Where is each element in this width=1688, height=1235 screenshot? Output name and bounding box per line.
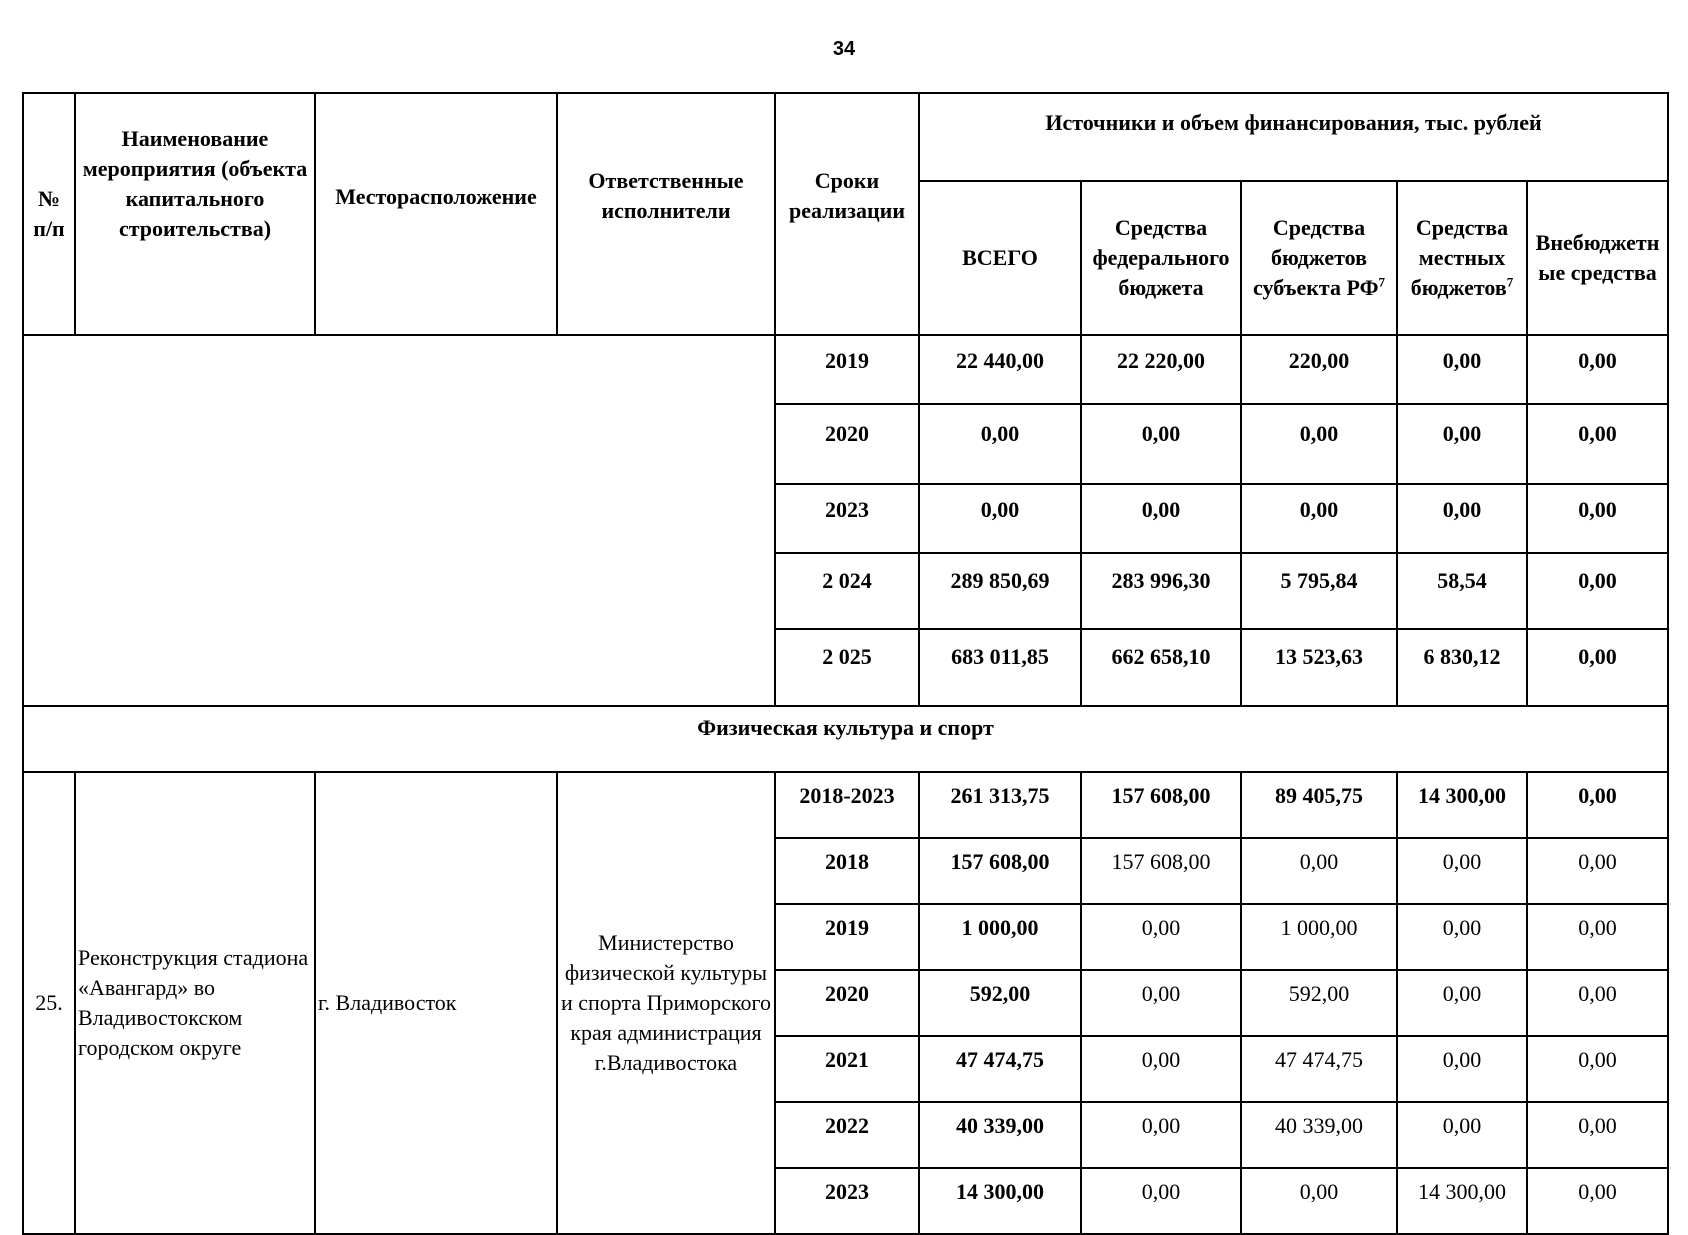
total-cell: 0,00 — [919, 404, 1081, 484]
local-cell: 0,00 — [1397, 904, 1527, 970]
header-subject-footnote: 7 — [1378, 274, 1385, 290]
federal-cell: 157 608,00 — [1081, 838, 1241, 904]
section-row — [23, 706, 1668, 772]
federal-cell: 157 608,00 — [1081, 772, 1241, 838]
subject-cell: 89 405,75 — [1241, 772, 1397, 838]
year-cell: 2020 — [775, 970, 919, 1036]
subject-cell: 40 339,00 — [1241, 1102, 1397, 1168]
subject-cell: 1 000,00 — [1241, 904, 1397, 970]
federal-cell: 0,00 — [1081, 1102, 1241, 1168]
local-cell: 14 300,00 — [1397, 1168, 1527, 1234]
header-num: № п/п — [23, 93, 75, 335]
subject-cell: 0,00 — [1241, 404, 1397, 484]
header-subject — [1241, 181, 1397, 335]
subject-cell: 0,00 — [1241, 1168, 1397, 1234]
year-cell: 2018-2023 — [775, 772, 919, 838]
total-cell: 0,00 — [919, 484, 1081, 553]
extra-cell: 0,00 — [1527, 1168, 1668, 1234]
extra-cell: 0,00 — [1527, 838, 1668, 904]
local-cell: 0,00 — [1397, 970, 1527, 1036]
item-location: г. Владивосток — [315, 772, 557, 1234]
table-row — [23, 335, 1668, 404]
total-cell: 1 000,00 — [919, 904, 1081, 970]
extra-cell: 0,00 — [1527, 335, 1668, 404]
local-cell: 0,00 — [1397, 1036, 1527, 1102]
federal-cell: 0,00 — [1081, 484, 1241, 553]
extra-cell: 0,00 — [1527, 1036, 1668, 1102]
federal-cell: 662 658,10 — [1081, 629, 1241, 706]
subject-cell: 0,00 — [1241, 484, 1397, 553]
local-cell: 0,00 — [1397, 404, 1527, 484]
total-cell: 157 608,00 — [919, 838, 1081, 904]
extra-cell: 0,00 — [1527, 1102, 1668, 1168]
section-title: Физическая культура и спорт — [23, 706, 1668, 772]
local-cell: 0,00 — [1397, 1102, 1527, 1168]
year-cell: 2023 — [775, 1168, 919, 1234]
subject-cell: 592,00 — [1241, 970, 1397, 1036]
local-cell: 6 830,12 — [1397, 629, 1527, 706]
year-cell: 2019 — [775, 904, 919, 970]
total-cell: 14 300,00 — [919, 1168, 1081, 1234]
header-sources: Источники и объем финансирования, тыс. рублей — [919, 93, 1668, 181]
extra-cell: 0,00 — [1527, 904, 1668, 970]
item-executors: Министерство физической культуры и спорта Приморского края администрация г.Владивостока — [557, 772, 775, 1234]
header-name: Наименование мероприятия (объекта капитального строительства) — [75, 93, 315, 335]
subject-cell: 47 474,75 — [1241, 1036, 1397, 1102]
total-cell: 261 313,75 — [919, 772, 1081, 838]
header-location: Месторасположение — [315, 93, 557, 335]
federal-cell: 0,00 — [1081, 1036, 1241, 1102]
year-cell: 2022 — [775, 1102, 919, 1168]
extra-cell: 0,00 — [1527, 484, 1668, 553]
subject-cell: 13 523,63 — [1241, 629, 1397, 706]
subject-cell: 5 795,84 — [1241, 553, 1397, 629]
header-federal: Средства федерального бюджета — [1081, 181, 1241, 335]
extra-cell: 0,00 — [1527, 970, 1668, 1036]
table-row — [23, 772, 1668, 838]
federal-cell: 0,00 — [1081, 1168, 1241, 1234]
year-cell: 2019 — [775, 335, 919, 404]
total-cell: 40 339,00 — [919, 1102, 1081, 1168]
header-local-label: Средства местных бюджетов — [1410, 215, 1509, 300]
local-cell: 0,00 — [1397, 838, 1527, 904]
total-cell: 683 011,85 — [919, 629, 1081, 706]
header-total: ВСЕГО — [919, 181, 1081, 335]
subject-cell: 220,00 — [1241, 335, 1397, 404]
empty-merged-cell — [23, 335, 775, 706]
federal-cell: 0,00 — [1081, 970, 1241, 1036]
local-cell: 0,00 — [1397, 335, 1527, 404]
year-cell: 2023 — [775, 484, 919, 553]
local-cell: 14 300,00 — [1397, 772, 1527, 838]
header-local-footnote: 7 — [1506, 274, 1514, 290]
year-cell: 2018 — [775, 838, 919, 904]
page-number: 34 — [832, 38, 856, 60]
header-executors: Ответственные исполнители — [557, 93, 775, 335]
year-cell: 2020 — [775, 404, 919, 484]
header-local — [1397, 181, 1527, 335]
total-cell: 289 850,69 — [919, 553, 1081, 629]
header-terms: Сроки реализации — [775, 93, 919, 335]
local-cell: 0,00 — [1397, 484, 1527, 553]
subject-cell: 0,00 — [1241, 838, 1397, 904]
item-num: 25. — [23, 772, 75, 1234]
extra-cell: 0,00 — [1527, 629, 1668, 706]
extra-cell: 0,00 — [1527, 404, 1668, 484]
total-cell: 592,00 — [919, 970, 1081, 1036]
total-cell: 47 474,75 — [919, 1036, 1081, 1102]
federal-cell: 0,00 — [1081, 404, 1241, 484]
federal-cell: 0,00 — [1081, 904, 1241, 970]
header-subject-label: Средства бюджетов субъекта РФ — [1253, 215, 1379, 300]
federal-cell: 22 220,00 — [1081, 335, 1241, 404]
header-extra: Внебюджетн ые средства — [1527, 181, 1668, 335]
federal-cell: 283 996,30 — [1081, 553, 1241, 629]
extra-cell: 0,00 — [1527, 553, 1668, 629]
financing-table — [22, 92, 1669, 1235]
extra-cell: 0,00 — [1527, 772, 1668, 838]
local-cell: 58,54 — [1397, 553, 1527, 629]
year-cell: 2021 — [775, 1036, 919, 1102]
item-name: Реконструкция стадиона «Авангард» во Владивостокском городском округе — [75, 772, 315, 1234]
year-cell: 2 024 — [775, 553, 919, 629]
year-cell: 2 025 — [775, 629, 919, 706]
total-cell: 22 440,00 — [919, 335, 1081, 404]
